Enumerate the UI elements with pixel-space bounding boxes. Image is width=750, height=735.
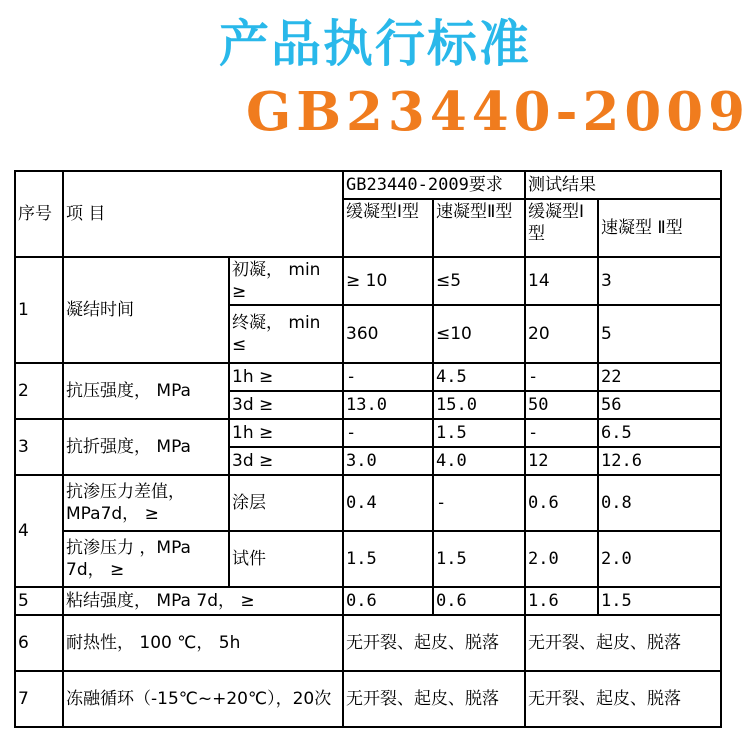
row-item-name: 冻融循环（-15℃~+20℃），20次	[63, 671, 343, 727]
row-item-name: 耐热性， 100 ℃， 5h	[63, 615, 343, 671]
standard-code: GB23440-2009	[246, 81, 750, 143]
page-title: 产品执行标准	[219, 14, 531, 73]
table-row	[15, 587, 721, 615]
row-condition: 初凝， min ≥	[229, 257, 343, 305]
cell-res-type2: 3	[598, 257, 721, 305]
row-item-name: 抗折强度， MPa	[63, 419, 229, 475]
row-number: 7	[15, 671, 63, 727]
cell-result: 无开裂、起皮、脱落	[525, 671, 721, 727]
table-row	[15, 363, 721, 391]
cell-res-type2: 22	[598, 363, 721, 391]
table-row	[15, 615, 721, 671]
header-seq: 序号	[15, 171, 63, 257]
row-number: 2	[15, 363, 63, 419]
table-row	[15, 257, 721, 305]
cell-req-type2: 1.5	[433, 419, 525, 447]
spec-table	[14, 170, 722, 728]
cell-res-type2: 1.5	[598, 587, 721, 615]
cell-res-type1: -	[525, 363, 598, 391]
cell-req-type2: 4.0	[433, 447, 525, 475]
cell-req-type1: 3.0	[343, 447, 433, 475]
header-item: 项 目	[63, 171, 343, 257]
subheader-res-type2: 速凝型 Ⅱ型	[598, 199, 721, 257]
cell-req-type1: 0.4	[343, 475, 433, 531]
subheader-req-type2: 速凝型Ⅱ型	[433, 199, 525, 257]
cell-requirement: 无开裂、起皮、脱落	[343, 615, 525, 671]
row-condition: 3d ≥	[229, 447, 343, 475]
cell-res-type1: 0.6	[525, 475, 598, 531]
cell-res-type1: 2.0	[525, 531, 598, 587]
cell-res-type1: -	[525, 419, 598, 447]
row-condition: 1h ≥	[229, 419, 343, 447]
header-requirement: GB23440-2009要求	[343, 171, 525, 199]
cell-res-type2: 12.6	[598, 447, 721, 475]
row-condition: 涂层	[229, 475, 343, 531]
table-row	[15, 419, 721, 447]
cell-res-type1: 12	[525, 447, 598, 475]
row-condition: 终凝， min ≤	[229, 305, 343, 363]
row-item-name: 抗压强度， MPa	[63, 363, 229, 419]
row-condition: 3d ≥	[229, 391, 343, 419]
cell-req-type2: 15.0	[433, 391, 525, 419]
row-item-name: 抗渗压力 ，MPa 7d， ≥	[63, 531, 229, 587]
cell-req-type1: 13.0	[343, 391, 433, 419]
cell-req-type2: -	[433, 475, 525, 531]
row-item-name: 粘结强度， MPa 7d， ≥	[63, 587, 343, 615]
cell-req-type1: -	[343, 363, 433, 391]
cell-res-type2: 5	[598, 305, 721, 363]
row-item-name: 抗渗压力差值， MPa7d， ≥	[63, 475, 229, 531]
row-condition: 1h ≥	[229, 363, 343, 391]
cell-res-type1: 1.6	[525, 587, 598, 615]
subheader-res-type1: 缓凝型Ⅰ型	[525, 199, 598, 257]
row-item-name: 凝结时间	[63, 257, 229, 363]
cell-req-type1: 360	[343, 305, 433, 363]
table-row	[15, 671, 721, 727]
cell-res-type1: 50	[525, 391, 598, 419]
table-row	[15, 475, 721, 531]
cell-res-type1: 14	[525, 257, 598, 305]
row-number: 6	[15, 615, 63, 671]
cell-req-type1: -	[343, 419, 433, 447]
row-condition: 试件	[229, 531, 343, 587]
cell-req-type1: 0.6	[343, 587, 433, 615]
cell-res-type1: 20	[525, 305, 598, 363]
subheader-req-type1: 缓凝型Ⅰ型	[343, 199, 433, 257]
cell-res-type2: 6.5	[598, 419, 721, 447]
cell-req-type1: 1.5	[343, 531, 433, 587]
cell-requirement: 无开裂、起皮、脱落	[343, 671, 525, 727]
cell-req-type1: ≥ 10	[343, 257, 433, 305]
cell-res-type2: 56	[598, 391, 721, 419]
header-result: 测试结果	[525, 171, 721, 199]
table-row	[15, 531, 721, 587]
cell-req-type2: 0.6	[433, 587, 525, 615]
row-number: 4	[15, 475, 63, 587]
cell-res-type2: 2.0	[598, 531, 721, 587]
cell-result: 无开裂、起皮、脱落	[525, 615, 721, 671]
row-number: 3	[15, 419, 63, 475]
cell-res-type2: 0.8	[598, 475, 721, 531]
row-number: 1	[15, 257, 63, 363]
cell-req-type2: 1.5	[433, 531, 525, 587]
cell-req-type2: ≤5	[433, 257, 525, 305]
cell-req-type2: 4.5	[433, 363, 525, 391]
cell-req-type2: ≤10	[433, 305, 525, 363]
row-number: 5	[15, 587, 63, 615]
table-header-row	[15, 171, 721, 199]
